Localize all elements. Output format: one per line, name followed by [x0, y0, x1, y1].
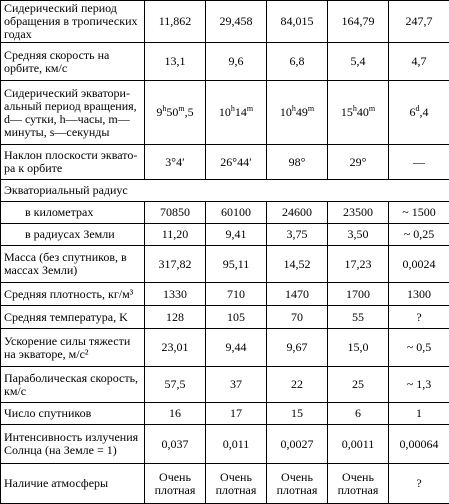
table-cell: 5,4: [328, 43, 389, 81]
table-cell: 9,41: [206, 224, 267, 246]
table-row: [1, 425, 449, 464]
table-row: [1, 224, 449, 246]
row-label: Наклон плоскости эквато-ра к орбите: [1, 145, 145, 180]
row-label: Наличие атмосферы: [1, 464, 145, 504]
table-row: [1, 403, 449, 425]
table-cell: 3,50: [328, 224, 389, 246]
table-cell: 710: [206, 283, 267, 306]
table-cell: 57,5: [145, 367, 206, 403]
table-cell: 0,0011: [328, 425, 389, 464]
table-row: [1, 306, 449, 329]
table-cell: 60100: [206, 202, 267, 224]
table-cell: 15,0: [328, 329, 389, 367]
table-cell: 3,75: [267, 224, 328, 246]
table-cell: 15: [267, 403, 328, 425]
table-cell: 6: [328, 403, 389, 425]
table-cell: Очень плотная: [206, 464, 267, 504]
table-cell: 1300: [389, 283, 449, 306]
table-cell: 9,44: [206, 329, 267, 367]
table-cell: 0,0024: [389, 246, 449, 283]
table-cell: 9,6: [206, 43, 267, 81]
table-cell: 0,0027: [267, 425, 328, 464]
row-label: Число спутников: [1, 403, 145, 425]
table-cell: 14,52: [267, 246, 328, 283]
table-cell: 0,037: [145, 425, 206, 464]
table-cell: 6,8: [267, 43, 328, 81]
row-label: Параболическая скорость, км/с: [1, 367, 145, 403]
table-cell: 1: [389, 403, 449, 425]
table-cell: ?: [389, 464, 449, 504]
table-cell: 10$^h$14$^m$: [206, 81, 267, 145]
table-cell: 128: [145, 306, 206, 329]
table-cell: Очень плотная: [145, 464, 206, 504]
row-label: Ускорение силы тяжести на экваторе, м/с²: [1, 329, 145, 367]
table-cell: 37: [206, 367, 267, 403]
table-cell: 70850: [145, 202, 206, 224]
table-cell: 25: [328, 367, 389, 403]
table-cell: 22: [267, 367, 328, 403]
table-cell: 23500: [328, 202, 389, 224]
table-cell: 17: [206, 403, 267, 425]
table-cell: 0,011: [206, 425, 267, 464]
row-label: Средняя плотность, кг/м³: [1, 283, 145, 306]
table-cell: 26°44′: [206, 145, 267, 180]
table-cell: 29°: [328, 145, 389, 180]
row-label: в километрах: [1, 202, 145, 224]
table-cell: 11,20: [145, 224, 206, 246]
table-cell: 6$^d$,4: [389, 81, 449, 145]
table-cell: ~ 1500: [389, 202, 449, 224]
table-cell: —: [389, 145, 449, 180]
table-row: [1, 1, 449, 43]
table-cell: 16: [145, 403, 206, 425]
table-cell: 9,67: [267, 329, 328, 367]
table-cell: 11,862: [145, 1, 206, 43]
table-row: [1, 464, 449, 504]
table-cell: 70: [267, 306, 328, 329]
table-row: [1, 329, 449, 367]
table-cell: 15$^h$40$^m$: [328, 81, 389, 145]
table-cell: 24600: [267, 202, 328, 224]
table-cell: 3°4′: [145, 145, 206, 180]
row-label: Масса (без спутников, в массах Земли): [1, 246, 145, 283]
table-cell: 105: [206, 306, 267, 329]
table-cell: 29,458: [206, 1, 267, 43]
table-cell: 13,1: [145, 43, 206, 81]
table-cell: 4,7: [389, 43, 449, 81]
table-cell: ~ 1,3: [389, 367, 449, 403]
table-cell: ~ 0,5: [389, 329, 449, 367]
row-label: Сидерический период обращения в тропических годах: [1, 1, 145, 43]
row-label: Сидерический экватори-альный период вращения, d— сутки, h—часы, m—минуты, s—секунды: [1, 81, 145, 145]
row-label: Интенсивность излучения Солнца (на Земле = 1): [1, 425, 145, 464]
table-cell: 55: [328, 306, 389, 329]
row-label: в радиусах Земли: [1, 224, 145, 246]
table-cell: 247,7: [389, 1, 449, 43]
table-cell: 9$^h$50$^m$,5: [145, 81, 206, 145]
table-cell: 95,11: [206, 246, 267, 283]
table-row: [1, 283, 449, 306]
section-header: Экваториальный радиус: [1, 180, 449, 202]
table-cell: ?: [389, 306, 449, 329]
table-row: [1, 202, 449, 224]
table-cell: 98°: [267, 145, 328, 180]
table-row: [1, 367, 449, 403]
section-header-row: [1, 180, 449, 202]
table-row: [1, 81, 449, 145]
table-cell: 1470: [267, 283, 328, 306]
table-cell: 84,015: [267, 1, 328, 43]
table-cell: 317,82: [145, 246, 206, 283]
row-label: Средняя скорость на орбите, км/с: [1, 43, 145, 81]
table-cell: 10$^h$49$^m$: [267, 81, 328, 145]
row-label: Средняя температура, K: [1, 306, 145, 329]
table-row: [1, 145, 449, 180]
table-cell: 23,01: [145, 329, 206, 367]
table-cell: ~ 0,25: [389, 224, 449, 246]
table-cell: 1330: [145, 283, 206, 306]
table-cell: 0,00064: [389, 425, 449, 464]
table-cell: 17,23: [328, 246, 389, 283]
table-cell: 1700: [328, 283, 389, 306]
table-cell: Очень плотная: [267, 464, 328, 504]
table-cell: Очень плотная: [328, 464, 389, 504]
table-row: [1, 43, 449, 81]
table-cell: 164,79: [328, 1, 389, 43]
table-row: [1, 246, 449, 283]
